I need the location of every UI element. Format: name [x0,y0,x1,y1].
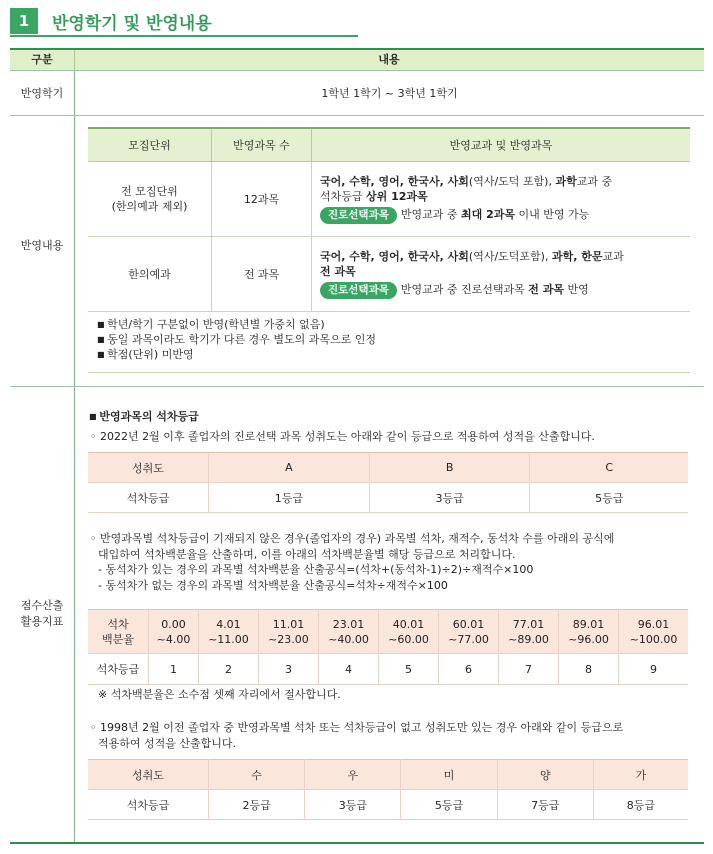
divider [88,372,690,373]
formula-with-ties: - 동석차가 있는 경우의 과목별 석차백분율 산출공식=(석차+(동석차-1)÷2)÷재적수×100 [98,563,534,576]
subjects-cell [312,162,691,237]
table-cell [378,610,438,654]
range-to: ~96.00 [568,632,609,646]
table-cell: 5등급 [530,483,688,513]
range-from: 4.01 [216,617,241,631]
table-cell [258,610,318,654]
cell-line: 백분율 [102,632,134,646]
table-row [88,654,688,685]
badge-note-bold: 전 과목 [528,283,564,296]
table-row [88,162,690,237]
range-to: ~60.00 [388,632,429,646]
list-item: ■ 동일 과목이라도 학기가 다른 경우 별도의 과목으로 인정 [97,332,376,347]
table-cell: 미 [401,760,497,790]
count-cell: 전 과목 [212,237,312,312]
table-cell: 3 [258,654,318,685]
semester-value: 1학년 1학기 ~ 3학년 1학기 [321,87,458,100]
note-percentile [90,531,614,593]
note-line: 대입하여 석차백분율을 산출하며, 이를 아래의 석차백분율별 해당 등급으로 처리합니다. [98,547,516,561]
table-cell: 7등급 [497,790,593,820]
range-to: ~23.00 [268,632,309,646]
range-to: ~89.00 [508,632,549,646]
col-subjects-header: 반영교과 및 반영과목 [312,128,691,162]
badge-note: 반영교과 중 [400,208,461,221]
range-from: 0.00 [161,617,186,631]
table-row [88,453,688,483]
subjects-bold: 과학 [555,175,577,188]
badge-note: 반영 [563,283,589,296]
note-line: ◦ 1998년 2월 이전 졸업자 중 반영과목별 석차 또는 석차등급이 없고 성취도만 있는 경우 아래와 같이 등급으로 [90,721,624,734]
table-cell: 성취도 [88,453,209,483]
table-cell: 8 [559,654,619,685]
subjects-note: 석차등급 [320,190,367,203]
subjects-note: 교과 중 [576,175,613,188]
content-bullets [97,317,376,362]
col-count-header: 반영과목 수 [212,128,312,162]
subjects-bold: 상위 12과목 [366,190,428,203]
table-cell [559,610,619,654]
section-header [10,8,212,34]
table-cell: 가 [593,760,688,790]
subjects-bold: 과학, 한문 [551,250,603,263]
divider [10,70,704,71]
subject-table [88,127,690,312]
table-cell [149,610,199,654]
range-to: ~11.00 [208,632,249,646]
content-label: 반영내용 [20,239,64,252]
legacy-grade-table [88,759,688,820]
header-underline [10,35,358,37]
subjects-note: 교과 [602,250,624,263]
range-from: 96.01 [637,617,670,631]
score-label [10,598,74,630]
table-row [88,610,688,654]
badge-note-bold: 최대 2과목 [460,208,515,221]
table-cell: 2등급 [209,790,305,820]
unit-cell [88,162,212,237]
divider [10,115,704,116]
unit-note: (한의예과 제외) [111,200,188,213]
main-table-bottom-border [10,842,704,844]
table-cell: 1 [149,654,199,685]
unit-cell: 한의예과 [88,237,212,312]
table-cell [439,610,499,654]
range-to: ~77.00 [448,632,489,646]
badge-note: 이내 반영 가능 [514,208,590,221]
list-item: ■ 학년/학기 구분없이 반영(학년별 가중치 없음) [97,317,376,332]
table-cell: 석차등급 [88,483,209,513]
table-cell: 8등급 [593,790,688,820]
range-from: 11.01 [272,617,305,631]
table-cell: A [209,453,370,483]
table-cell: 석차등급 [88,790,209,820]
table-cell: 석차등급 [88,654,149,685]
range-from: 89.01 [572,617,605,631]
col-unit-header: 모집단위 [88,128,212,162]
table-cell: 6 [439,654,499,685]
list-item: ■ 학점(단위) 미반영 [97,347,376,362]
range-from: 77.01 [512,617,545,631]
subjects-note: (역사/도덕 포함), [468,175,556,188]
percentile-grade-table [88,609,688,685]
note-truncation: ※ 석차백분율은 소수점 셋째 자리에서 절사합니다. [98,688,341,701]
table-cell: 4 [318,654,378,685]
table-cell [499,610,559,654]
range-from: 60.01 [452,617,485,631]
table-cell: B [369,453,530,483]
section-number: 1 [10,8,38,34]
table-row [88,760,688,790]
note-2022: ◦ 2022년 2월 이후 졸업자의 진로선택 과목 성취도는 아래와 같이 등급으로 적용하여 성적을 산출합니다. [90,430,595,443]
subjects-bold: 국어, 수학, 영어, 한국사, 사회 [320,250,469,263]
table-cell: 수 [209,760,305,790]
score-label-line: 활용지표 [20,615,64,628]
main-table-header [10,50,704,70]
table-cell: 3등급 [305,790,401,820]
formula-without-ties: - 동석차가 없는 경우의 과목별 석차백분율 산출공식=석차÷재적수×100 [98,578,448,592]
table-cell: C [530,453,688,483]
table-cell [318,610,378,654]
note-line: ◦ 반영과목별 석차등급이 기재되지 않은 경우(졸업자의 경우) 과목별 석차, 재적수, 동석차 수를 아래의 공식에 [90,532,615,545]
semester-label: 반영학기 [20,87,64,100]
career-elective-badge: 진로선택과목 [320,282,397,299]
note-line: 적용하여 성적을 산출합니다. [98,736,237,750]
table-cell [619,610,688,654]
score-label-line: 점수산출 [20,599,64,612]
table-cell: 3등급 [369,483,530,513]
range-from: 23.01 [332,617,365,631]
cell-line: 석차 [107,617,129,631]
table-row [88,790,688,820]
col-category-header: 구분 [31,53,53,66]
range-to: ~100.00 [629,632,678,646]
col-content-header: 내용 [378,53,400,66]
badge-note: 반영교과 중 진로선택과목 [400,283,529,296]
table-cell: 양 [497,760,593,790]
table-cell: 7 [499,654,559,685]
subjects-note: (역사/도덕포함), [468,250,552,263]
table-cell: 성취도 [88,760,209,790]
range-to: ~40.00 [328,632,369,646]
count-cell: 12과목 [212,162,312,237]
note-1998 [90,720,623,751]
table-cell: 2 [198,654,258,685]
table-cell: 9 [619,654,688,685]
career-elective-badge: 진로선택과목 [320,207,397,224]
table-cell [88,610,149,654]
subjects-bold: 국어, 수학, 영어, 한국사, 사회 [320,175,469,188]
table-cell: 우 [305,760,401,790]
range-to: ~4.00 [156,632,191,646]
divider [10,386,704,387]
table-cell: 5등급 [401,790,497,820]
table-row [88,237,690,312]
unit-name: 전 모집단위 [121,185,178,198]
table-row [88,483,688,513]
subjects-cell [312,237,691,312]
subjects-bold: 전 과목 [320,265,356,278]
main-table-vertical-divider [74,71,75,843]
section-title: 반영학기 및 반영내용 [52,13,212,34]
range-from: 40.01 [392,617,425,631]
table-cell: 1등급 [209,483,370,513]
table-cell: 5 [378,654,438,685]
achievement-grade-table [88,452,688,513]
table-cell [198,610,258,654]
grade-section-title: ■ 반영과목의 석차등급 [89,408,199,424]
